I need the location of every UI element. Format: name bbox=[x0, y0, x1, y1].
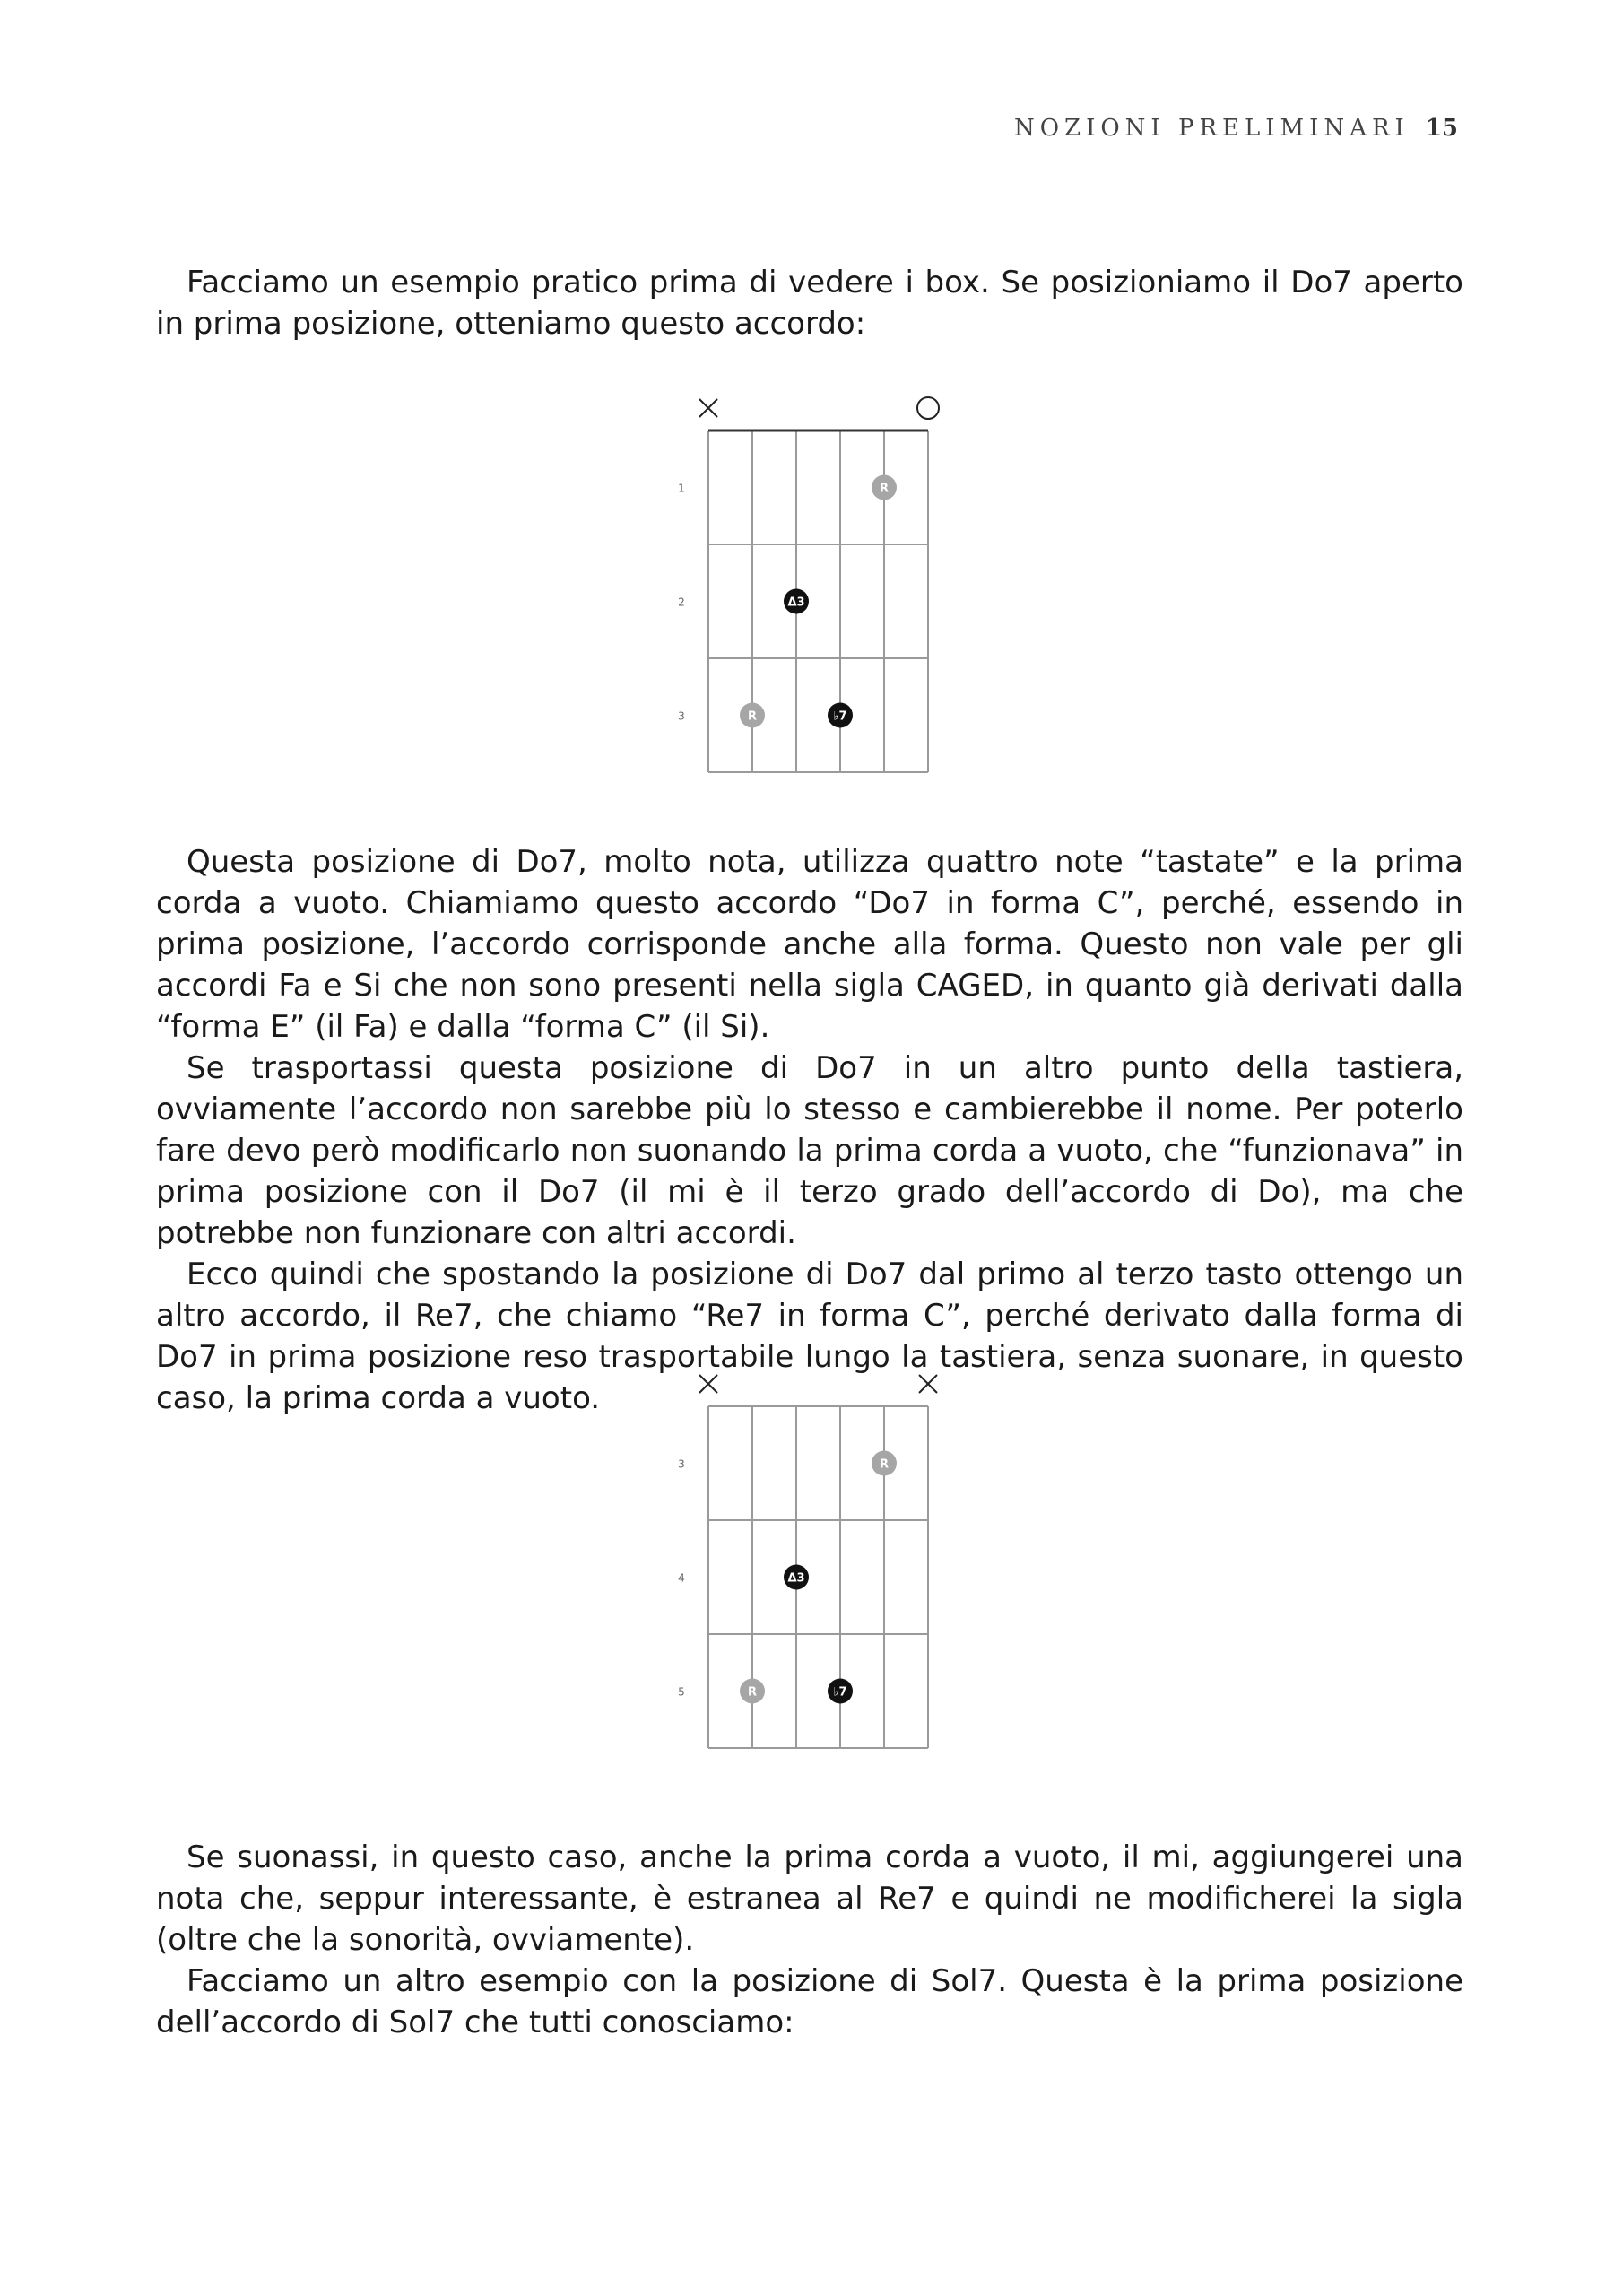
chord-diagram-do7 bbox=[664, 386, 968, 784]
fret-number-label: 3 bbox=[678, 709, 685, 723]
closing-paragraphs bbox=[156, 1837, 1463, 2043]
muted-string-marker bbox=[699, 1375, 717, 1393]
section-title: NOZIONI PRELIMINARI bbox=[1013, 115, 1410, 142]
fret-number-label: 3 bbox=[678, 1457, 685, 1471]
paragraph: Facciamo un esempio pratico prima di vedere i box. Se posizioniamo il Do7 aperto in prima posizione, otteniamo questo accordo: bbox=[156, 265, 1463, 342]
paragraph: Se suonassi, in questo caso, anche la prima corda a vuoto, il mi, aggiungerei una nota che, seppur interessante, è estranea al Re7 e quindi ne modificherei la sigla (oltre che la sonorità, ovviamente). bbox=[156, 1839, 1463, 1958]
paragraph: Ecco quindi che spostando la posizione di Do7 dal primo al terzo tasto ottengo un altro accordo, il Re7, che chiamo “Re7 in forma C”, perché derivato dalla forma di Do7 in prima posizione reso trasportabile lungo la tastiera, senza suonare, in questo caso, la prima corda a vuoto. bbox=[156, 1257, 1463, 1416]
paragraph: Se trasportassi questa posizione di Do7 in un altro punto della tastiera, ovviamente l’accordo non sarebbe più lo stesso e cambierebbe il nome. Per poterlo fare devo però modificarlo non suonando la prima corda a vuoto, che “funzionava” in prima posizione con il Do7 (il mi è il terzo grado dell’accordo di Do), ma che potrebbe non funzionare con altri accordi. bbox=[156, 1050, 1463, 1251]
paragraph: Facciamo un altro esempio con la posizione di Sol7. Questa è la prima posizione dell’accordo di Sol7 che tutti conosciamo: bbox=[156, 1963, 1463, 2040]
dot-label: R bbox=[747, 1685, 758, 1700]
dot-label: Δ3 bbox=[787, 596, 805, 610]
page-number: 15 bbox=[1425, 115, 1458, 142]
open-string-marker bbox=[917, 397, 939, 419]
running-header bbox=[1014, 115, 1458, 142]
fret-number-label: 5 bbox=[678, 1685, 685, 1699]
dot-label: R bbox=[879, 482, 890, 496]
muted-string-marker bbox=[699, 399, 717, 417]
paragraph: Questa posizione di Do7, molto nota, utilizza quattro note “tastate” e la prima corda a vuoto. Chiamiamo questo accordo “Do7 in forma C”, perché, essendo in prima posizione, l’accordo corrisponde anche alla forma. Questo non vale per gli accordi Fa e Si che non sono presenti nella sigla CAGED, in quanto già derivati dalla “forma E” (il Fa) e dalla “forma C” (il Si). bbox=[156, 844, 1463, 1045]
dot-label: R bbox=[879, 1457, 890, 1472]
fret-number-label: 1 bbox=[678, 482, 685, 495]
intro-paragraphs bbox=[156, 262, 1463, 344]
chord-diagram-re7 bbox=[664, 1361, 968, 1760]
dot-label: ♭7 bbox=[833, 1685, 847, 1700]
chord-grid bbox=[664, 386, 968, 780]
body-paragraphs bbox=[156, 841, 1463, 1419]
dot-label: R bbox=[747, 709, 758, 724]
muted-string-marker bbox=[919, 1375, 937, 1393]
dot-label: Δ3 bbox=[787, 1571, 805, 1586]
fret-number-label: 4 bbox=[678, 1571, 685, 1585]
fret-number-label: 2 bbox=[678, 596, 685, 609]
chord-grid bbox=[664, 1361, 968, 1756]
dot-label: ♭7 bbox=[833, 709, 847, 724]
